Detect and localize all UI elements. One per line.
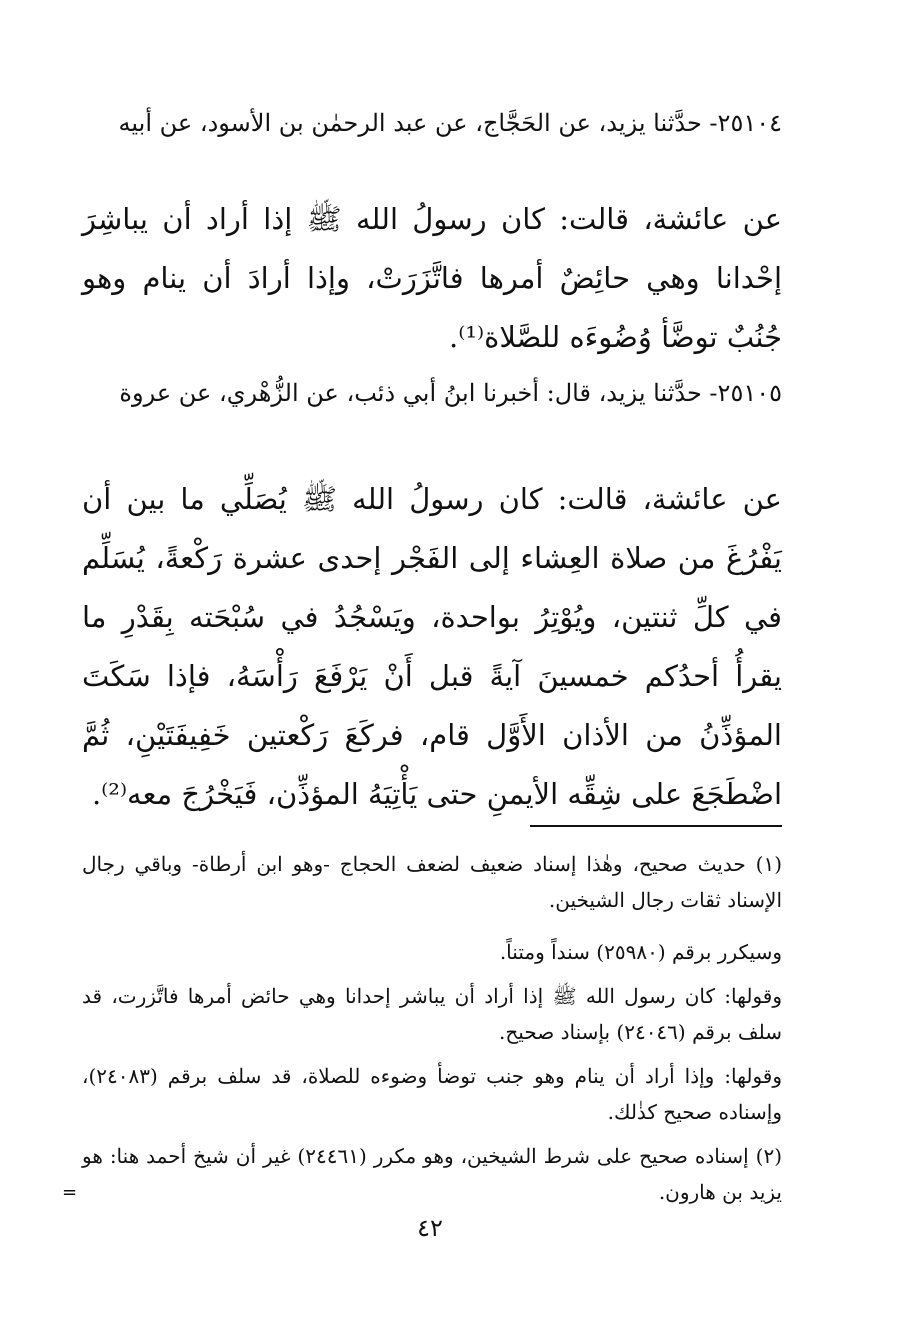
footnote-1-second-clause: وقولها: وإذا أراد أن ينام وهو جنب توضأ وضوءه للصلاة، قد سلف برقم (٢٤٠٨٣)، وإسناده صحيح كذٰلك. [82,1064,782,1124]
continuation-mark: = [62,1182,78,1203]
hadith-25105-isnad: ٢٥١٠٥- حدَّثنا يزيد، قال: أخبرنا ابنُ أبي ذئب، عن الزُّهْري، عن عروة [119,379,782,407]
footnote-2: (٢) إسناده صحيح على شرط الشيخين، وهو مكرر (٢٤٤٦١) غير أن شيخ أحمد هنا: هو يزيد بن هارون. [82,1144,782,1204]
footnote-1-repeat-note: وسيكرر برقم (٢٥٩٨٠) سنداً ومتناً. [499,940,782,964]
hadith-25104-isnad: ٢٥١٠٤- حدَّثنا يزيد، عن الحَجَّاج، عن عبد الرحمٰن بن الأسود، عن أبيه [118,109,782,137]
page-number: ٤٢ [417,1214,443,1242]
hadith-25105-matn: عن عائشة، قالت: كان رسولُ الله ﷺ يُصَلِّي ما بين أن يَفْرُغَ من صلاة العِشاء إلى الفَجْر إحدى عشرة رَكْعةً، يُسَلِّم في كلِّ ثنتين، ويُوْتِرُ بواحدة، ويَسْجُدُ في سُبْحَته بِقَدْرِ ما يقرأُ أحدُكم خمسينَ آيةً قبل أَنْ يَرْفَعَ رَأْسَهُ، فإذا سَكَتَ المؤذِّنُ من الأذان الأَوَّل قام، فركَعَ رَكْعتين خَفِيفَتَيْنِ، ثُمَّ اضْطَجَعَ على شِقِّه الأيمنِ حتى يَأْتِيَهُ المؤذِّن، فَيَخْرُجَ معه⁽²⁾. [82,482,782,811]
footnote-1-first-clause: وقولها: كان رسول الله ﷺ إذا أراد أن يباشر إحدانا وهي حائض أمرها فاتَّزرت، قد سلف برقم (٢٤٠٤٦) بإسناد صحيح. [82,984,782,1044]
footnote-divider [530,825,782,827]
hadith-25104-matn: عن عائشة، قالت: كان رسولُ الله ﷺ إذا أراد أن يباشِرَ إحْدانا وهي حائِضٌ أمرها فاتَّزَرَتْ، وإذا أرادَ أن ينام وهو جُنُبٌ توضَّأ وُضُوءَه للصَّلاة⁽¹⁾. [82,202,782,354]
footnote-1: (١) حديث صحيح، وهٰذا إسناد ضعيف لضعف الحجاج -وهو ابن أرطاة- وباقي رجال الإسناد ثقات رجال الشيخين. [82,852,782,912]
